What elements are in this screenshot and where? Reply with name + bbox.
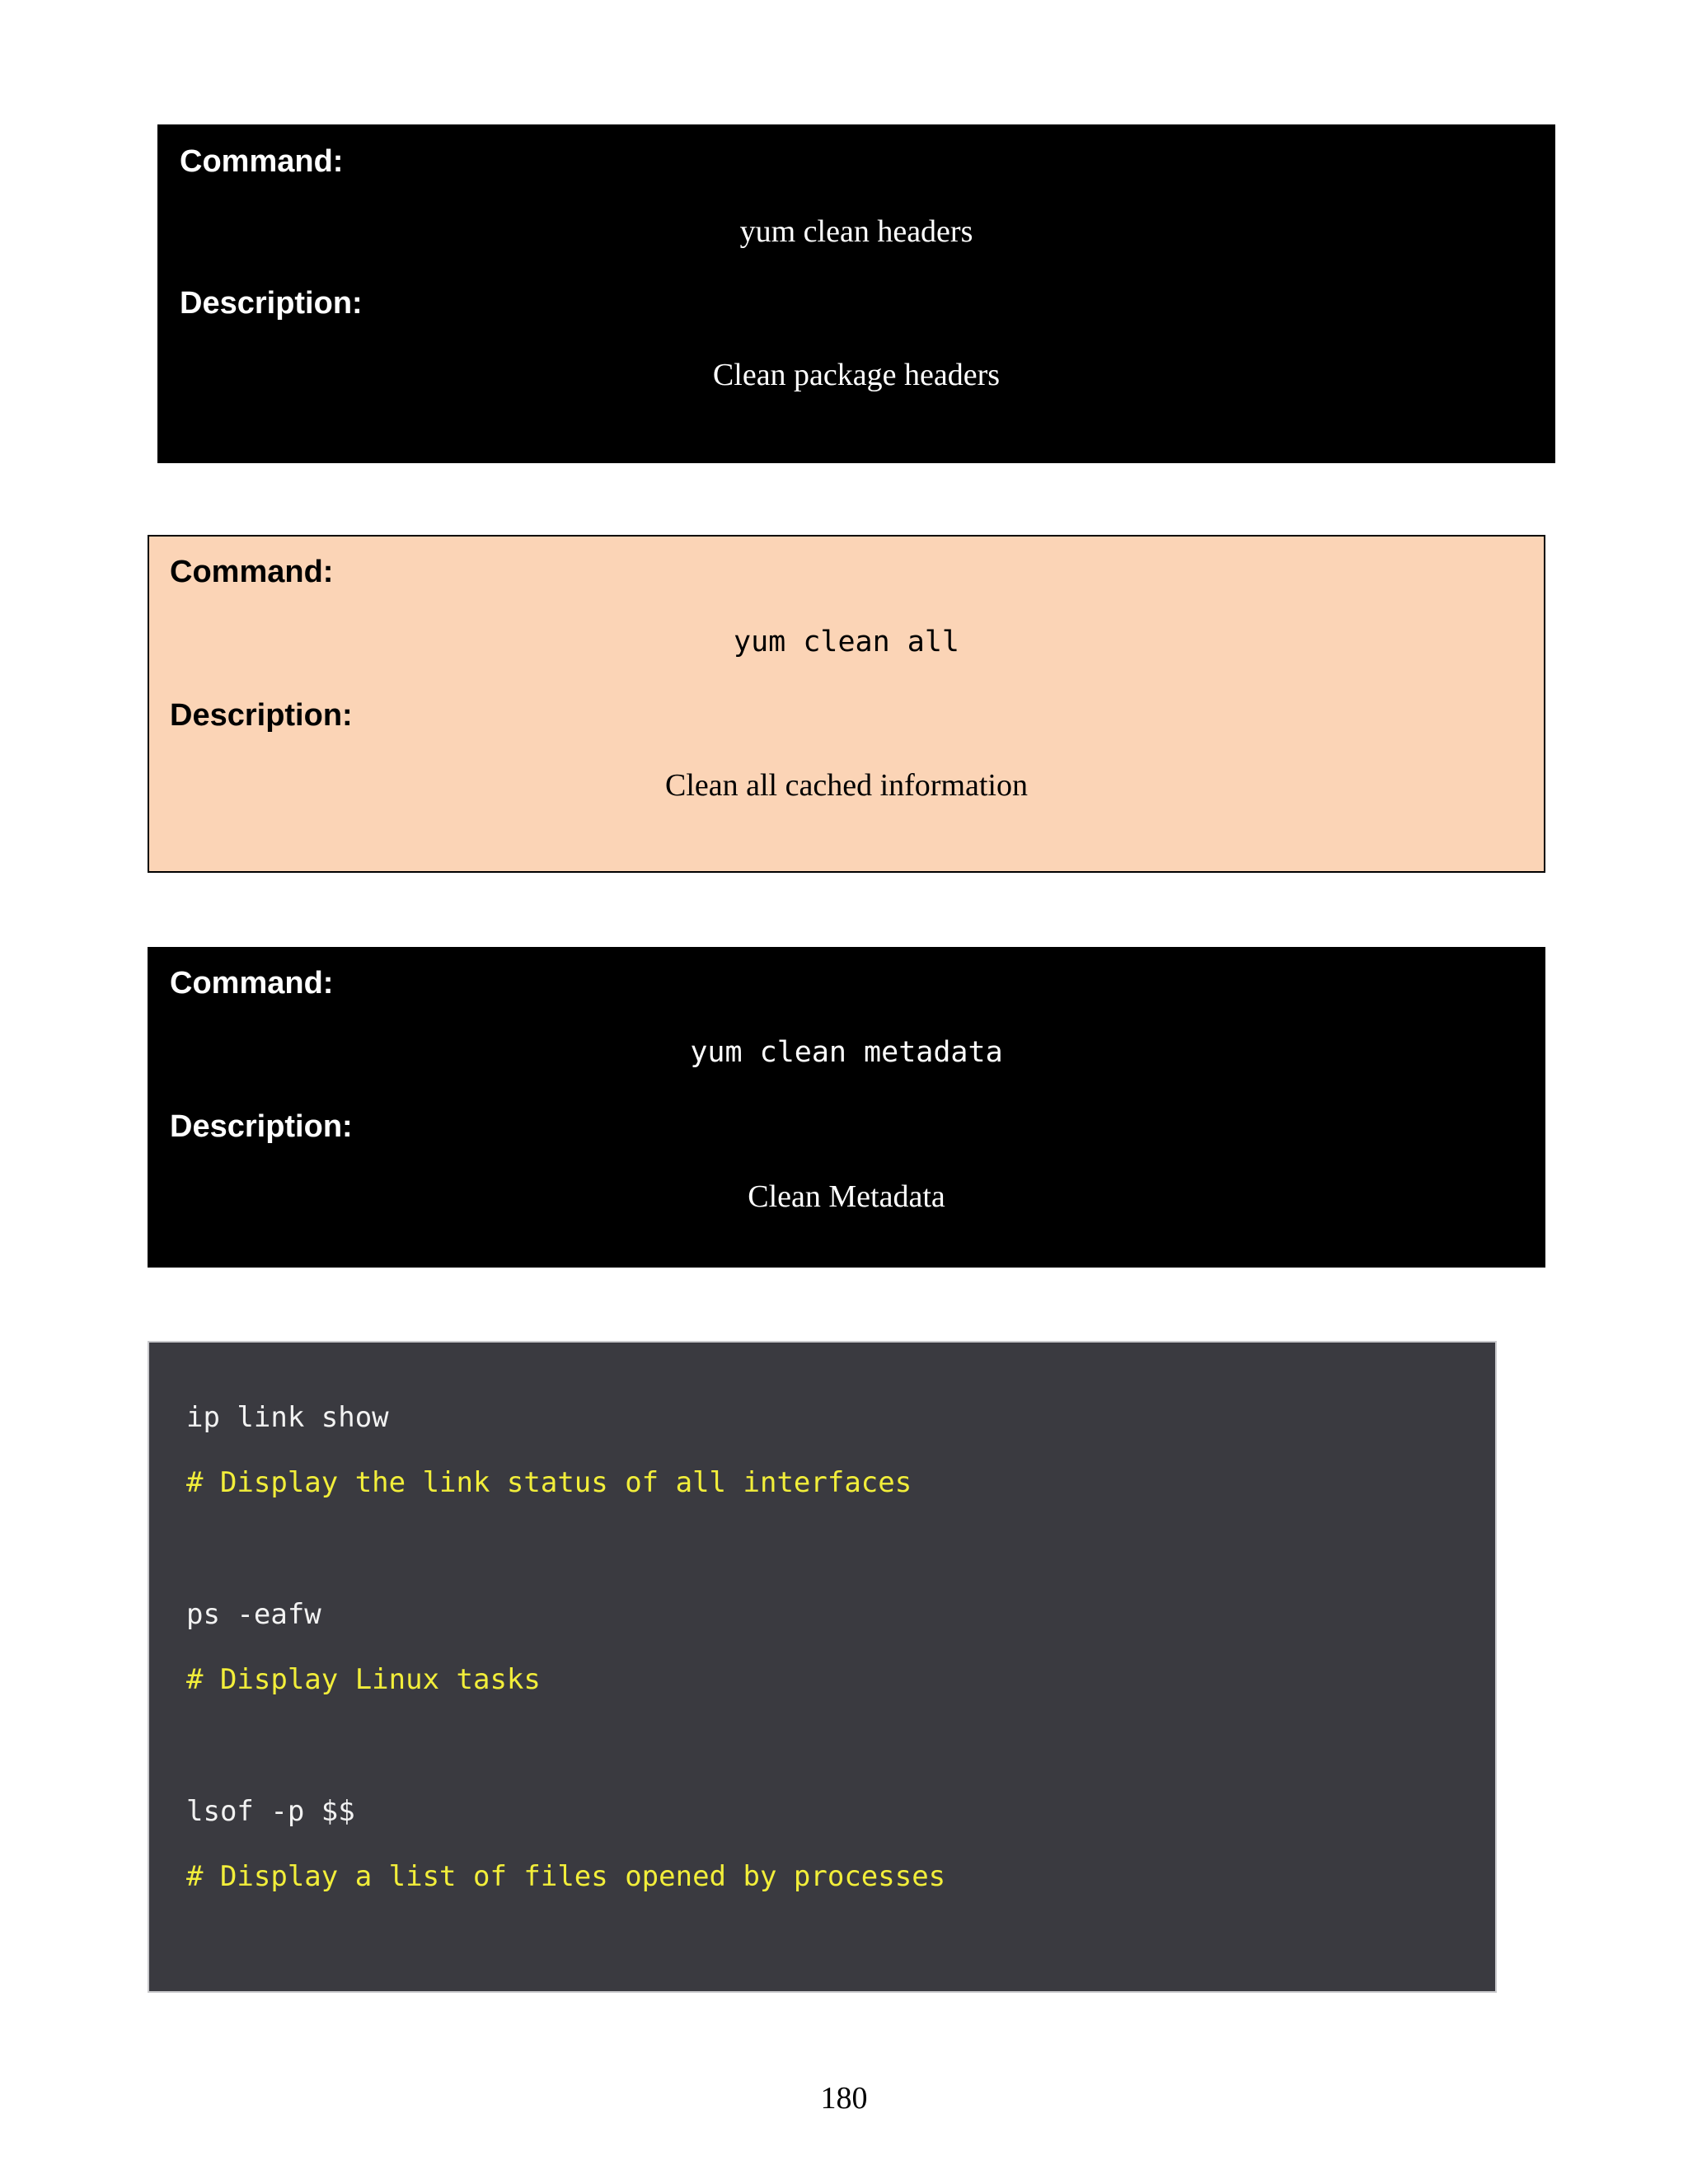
command-card-2: [148, 535, 1545, 873]
code-line-command: ps -eafw: [186, 1598, 321, 1631]
code-block: [148, 1341, 1497, 1993]
code-line-comment: # Display Linux tasks: [186, 1663, 541, 1696]
command-label: Command:: [170, 966, 334, 1001]
code-line-command: ip link show: [186, 1401, 389, 1434]
command-card-1: [157, 124, 1555, 463]
description-text: Clean Metadata: [748, 1179, 945, 1214]
description-label: Description:: [170, 698, 353, 733]
code-line-comment: # Display the link status of all interfaces: [186, 1466, 912, 1499]
command-label: Command:: [180, 144, 344, 179]
page-number: 180: [820, 2081, 868, 2116]
description-text: Clean package headers: [712, 358, 1001, 392]
command-card-3: [148, 947, 1545, 1268]
command-text: yum clean headers: [739, 214, 973, 249]
code-line-comment: # Display a list of files opened by processes: [186, 1860, 946, 1893]
command-label: Command:: [170, 555, 334, 589]
description-label: Description:: [180, 286, 363, 321]
command-text: yum clean all: [734, 626, 959, 658]
description-text: Clean all cached information: [665, 768, 1028, 803]
command-text: yum clean metadata: [690, 1036, 1003, 1069]
code-line-command: lsof -p $$: [186, 1795, 355, 1828]
description-label: Description:: [170, 1109, 353, 1144]
